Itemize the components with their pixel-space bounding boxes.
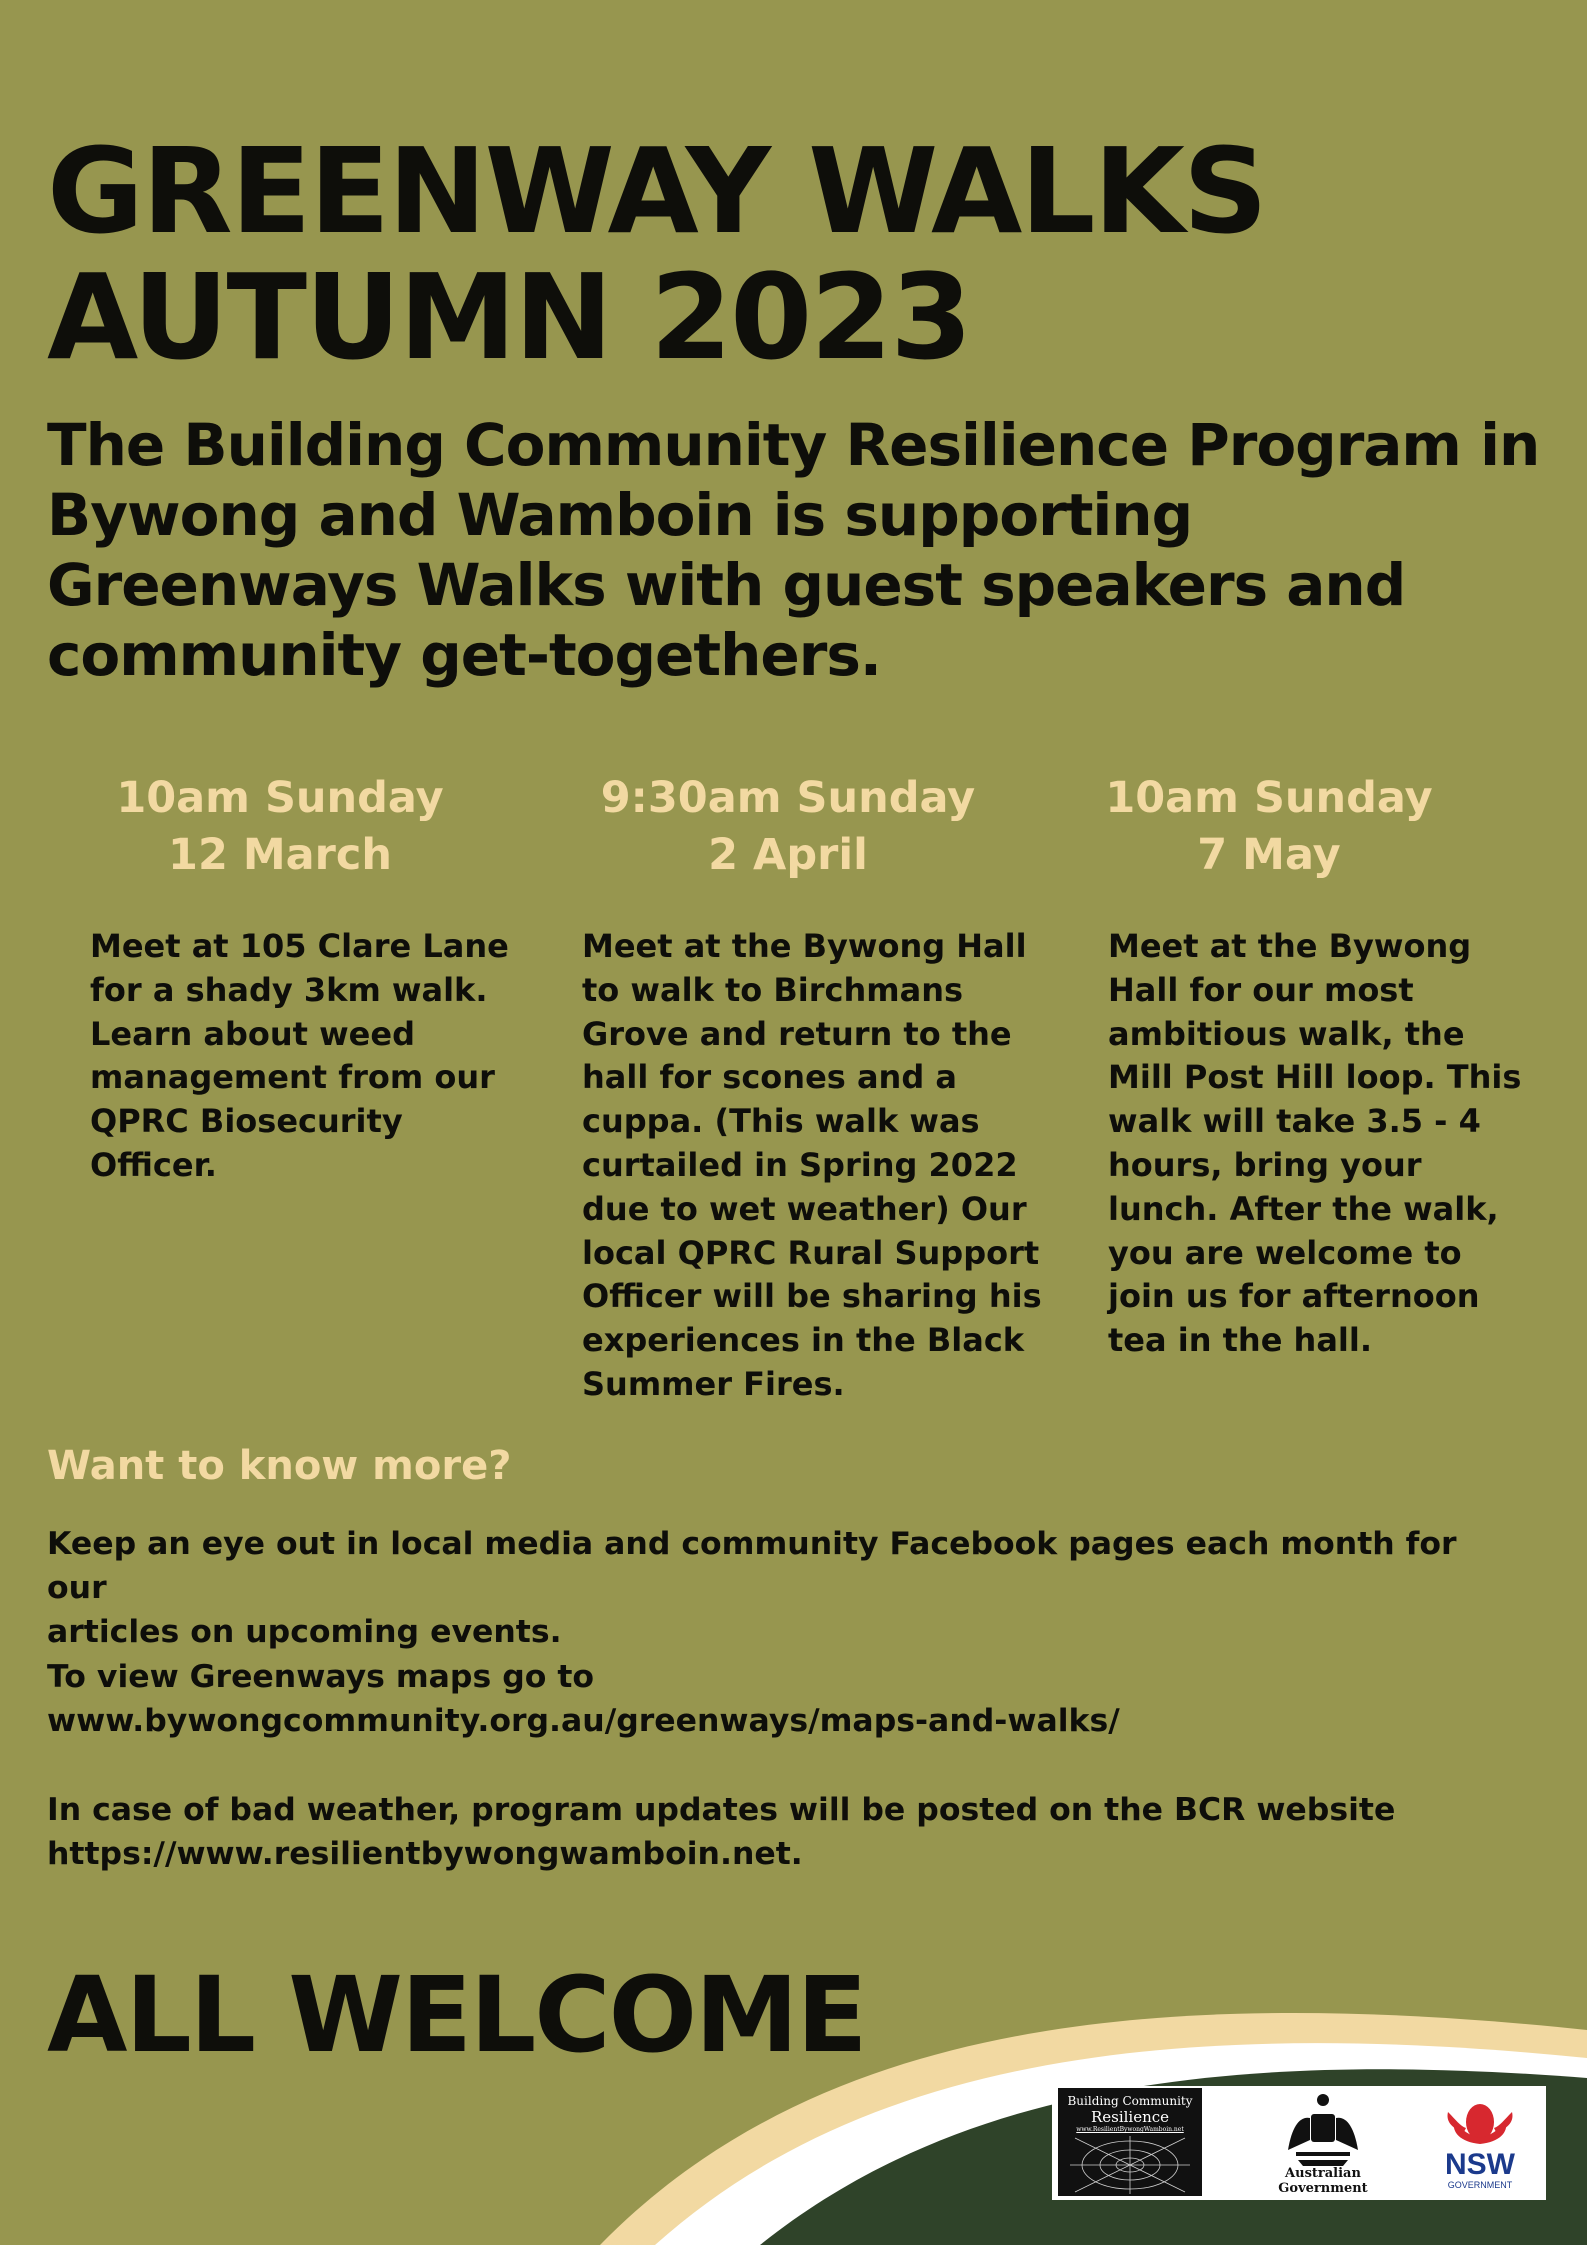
bcr-website-link[interactable]: https://www.resilientbywongwamboin.net. — [47, 1836, 803, 1872]
waratah-icon — [1430, 2092, 1530, 2148]
media-info-line: articles on upcoming events. — [47, 1614, 562, 1650]
coat-of-arms-icon — [1278, 2090, 1368, 2168]
australian-government-label: Australian Government — [1278, 2166, 1368, 2196]
walk-date-day: 7 May — [1197, 830, 1341, 880]
walk-description-line: Learn about weed — [90, 1014, 415, 1053]
intro-line: community get-togethers. — [47, 621, 881, 689]
walk-description-line: hours, bring your — [1108, 1145, 1422, 1184]
maps-info-line: To view Greenways maps go to — [47, 1659, 595, 1695]
nsw-government-logo — [1430, 2092, 1530, 2196]
title-line: AUTUMN 2023 — [47, 248, 971, 386]
all-welcome-banner: ALL WELCOME — [47, 1954, 866, 2076]
walk-description-line: Summer Fires. — [582, 1364, 845, 1403]
walk-description-line: QPRC Biosecurity — [90, 1102, 403, 1141]
walk-description-line: cuppa. (This walk was — [582, 1102, 980, 1141]
walk-description-line: due to wet weather) Our — [582, 1189, 1027, 1228]
nsw-label: NSW — [1445, 2148, 1515, 2181]
walk-date-time: 10am Sunday — [1105, 773, 1433, 823]
walk-description-line: experiences in the Black — [582, 1321, 1025, 1360]
walk-description-line: join us for afternoon — [1108, 1277, 1480, 1316]
intro-line: Bywong and Wamboin is supporting — [47, 481, 1193, 549]
walk-description-line: Officer. — [90, 1145, 217, 1184]
walk-description-line: curtailed in Spring 2022 — [582, 1145, 1018, 1184]
walk-description-line: for a shady 3km walk. — [90, 970, 488, 1009]
title-line: GREENWAY WALKS — [47, 122, 1266, 260]
walk-description-line: tea in the hall. — [1108, 1321, 1373, 1360]
walk-date-time: 10am Sunday — [116, 773, 444, 823]
walk-description-line: Mill Post Hill loop. This — [1108, 1058, 1522, 1097]
walk-description-line: management from our — [90, 1058, 495, 1097]
walk-description-line: walk will take 3.5 - 4 — [1108, 1102, 1481, 1141]
walk-description-line: Meet at the Bywong Hall — [582, 927, 1027, 965]
more-info-heading: Want to know more? — [47, 1443, 512, 1489]
maps-link[interactable]: www.bywongcommunity.org.au/greenways/maps-and-walks/ — [47, 1703, 1120, 1739]
walk-description-line: Officer will be sharing his — [582, 1277, 1042, 1316]
walk-description-line: lunch. After the walk, — [1108, 1189, 1499, 1228]
bcr-logo-line2: Resilience — [1090, 2108, 1170, 2126]
intro-line: The Building Community Resilience Program in — [47, 411, 1540, 479]
walk-description-line: to walk to Birchmans — [582, 970, 964, 1009]
nsw-government-label: GOVERNMENT — [1447, 2180, 1513, 2190]
spiderweb-icon — [1070, 2136, 1190, 2194]
walk-description-line: Grove and return to the — [582, 1014, 1012, 1053]
walk-description-line: hall for scones and a — [582, 1058, 957, 1097]
bcr-logo — [1058, 2088, 1202, 2196]
walk-description-line: Hall for our most — [1108, 970, 1414, 1009]
sponsor-logos — [1052, 2086, 1546, 2200]
walk-description-line: ambitious walk, the — [1108, 1014, 1465, 1053]
walk-description-line: you are welcome to — [1108, 1233, 1462, 1272]
weather-info-line: In case of bad weather, program updates will be posted on the BCR website — [47, 1792, 1396, 1828]
walk-date-day: 2 April — [708, 830, 868, 880]
bcr-logo-url: www.ResilientBywongWamboin.net — [1076, 2126, 1184, 2133]
walk-date-time: 9:30am Sunday — [600, 773, 976, 823]
intro-line: Greenways Walks with guest speakers and — [47, 551, 1406, 619]
bcr-logo-line1: Building Community — [1067, 2094, 1193, 2108]
walk-description-line: Meet at 105 Clare Lane — [90, 927, 509, 965]
walk-description-line: Meet at the Bywong — [1108, 927, 1472, 965]
walk-date-day: 12 March — [168, 830, 392, 880]
australian-government-logo — [1248, 2086, 1398, 2200]
walk-description-line: local QPRC Rural Support — [582, 1233, 1040, 1272]
media-info-line: Keep an eye out in local media and community Facebook pages each month for our — [47, 1526, 1457, 1606]
